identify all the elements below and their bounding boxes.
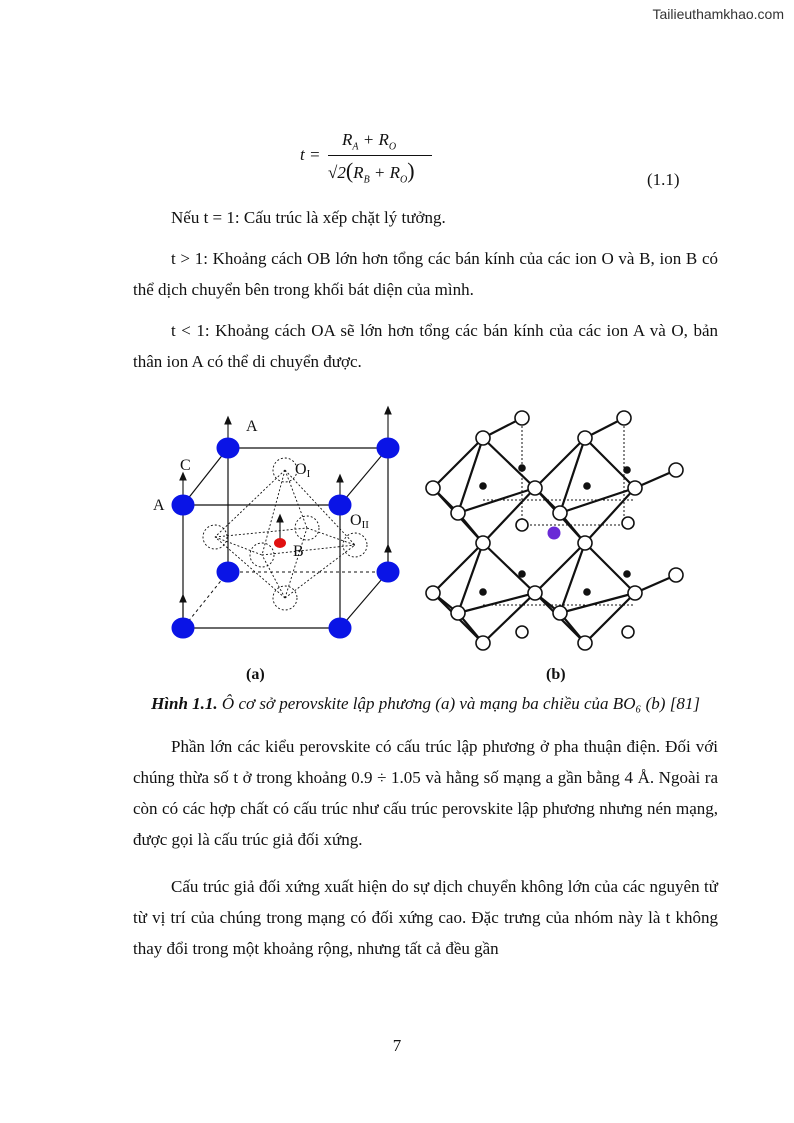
paragraph-perovskite-cubic: Phần lớn các kiểu perovskite có cấu trúc lập phương ở pha thuận điện. Đối với chúng thừa số t ở trong khoảng 0.9 ÷ 1.05 và hằng số mạng a gần bằng 4 Å. Ngoài ra còn có các hợp chất có cấu trúc như cấu trúc perovskite lập phương nhưng nén mạng, được gọi là cấu trúc giả đối xứng.	[133, 737, 718, 849]
caption-text: Ô cơ sở perovskite lập phương (a) và mạng ba chiều của BO₆ (b) [81]	[217, 694, 700, 713]
figure-caption	[133, 694, 718, 714]
paragraph-t-less: t < 1: Khoảng cách OA sẽ lớn hơn tổng các bán kính của các ion A và O, bản thân ion A có thể di chuyển được.	[133, 321, 718, 371]
b-site-center-atom	[548, 527, 561, 540]
label-a-top: A	[246, 418, 258, 435]
fraction-bar	[328, 155, 432, 156]
a-site-atoms	[172, 438, 399, 638]
octahedral-network	[426, 411, 683, 650]
paragraph-pseudo-symmetry: Cấu trúc giả đối xứng xuất hiện do sự dịch chuyển không lớn của các nguyên tử từ vị trí của chúng trong mạng có đối xứng cao. Đặc trưng của nhóm này là t không thay đổi trong một khoảng rộng, nhưng tất cả đều gần	[133, 877, 718, 958]
figure-perovskite	[150, 400, 710, 660]
page-number: 7	[392, 1036, 402, 1055]
b-site-atom	[274, 538, 286, 548]
equation-number: (1.1)	[647, 170, 680, 189]
label-oii: OII	[350, 512, 369, 531]
tolerance-formula	[300, 130, 440, 190]
formula-lhs: t =	[300, 145, 321, 164]
paragraph-t-greater: t > 1: Khoảng cách OB lớn hơn tổng các bán kính của các ion O và B, ion B có thể dịch chuyển bên trong khối bát diện của mình.	[133, 249, 718, 299]
formula-denominator: $√2(R_B + R_O)$	[328, 158, 415, 186]
formula-numerator: $R_A + R_O$	[342, 130, 397, 153]
watermark: Tailieuthamkhao.com	[652, 6, 784, 22]
sublabel-b: (b)	[546, 666, 566, 683]
caption-label: Hình 1.1.	[151, 694, 218, 713]
label-a-left: A	[153, 497, 165, 514]
paragraph-t-equal: Nếu t = 1: Cấu trúc là xếp chặt lý tưởng.	[171, 208, 446, 227]
label-c: C	[180, 457, 191, 474]
label-oi: OI	[295, 461, 311, 480]
sublabel-a: (a)	[246, 666, 265, 683]
label-b: B	[293, 543, 304, 560]
